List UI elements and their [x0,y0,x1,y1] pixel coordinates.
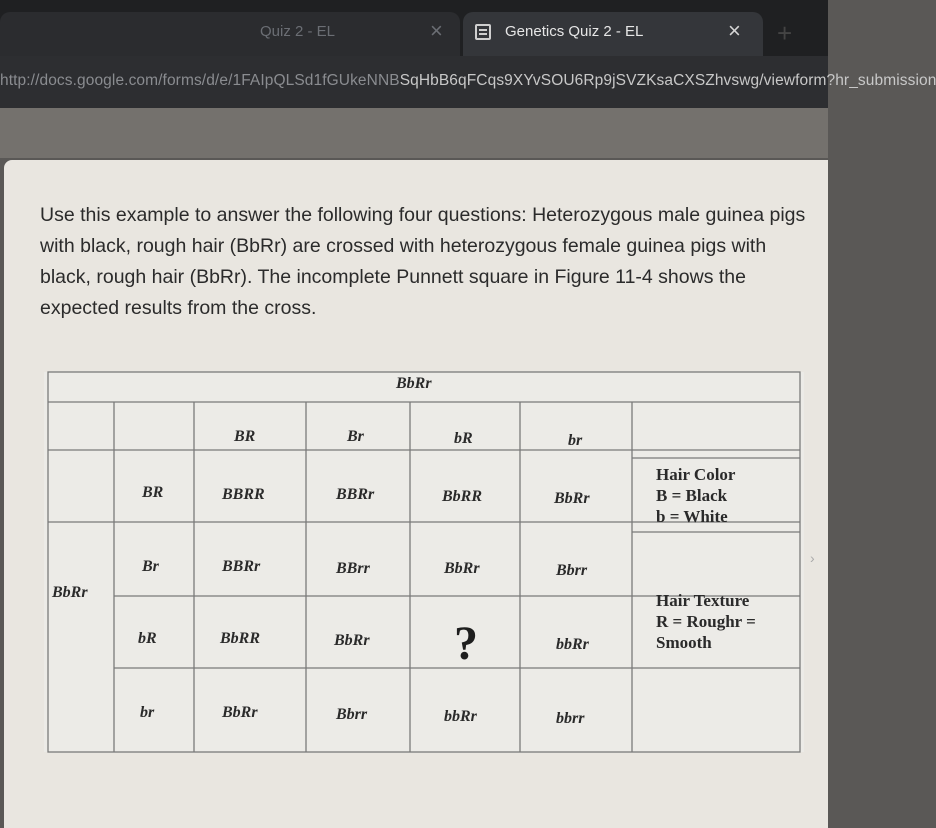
offspring-cell: BbRr [444,560,480,577]
offspring-cell: Bbrr [556,562,588,579]
tab-quiz-title: Quiz 2 - EL [260,23,336,40]
question-text: Use this example to answer the following four questions: Heterozygous male guinea pigs with black, rough hair (BbRr) are crossed with heterozygous female guinea pigs with black, rough hair (BbRr). The incomplete Punnett square in Figure 11-4 shows the expected results from the cross. [40,204,806,319]
browser-tab-strip [0,0,828,56]
hair-texture-title: Hair Texture [656,591,750,610]
column-header: br [568,432,583,449]
hair-texture-line-1: R = Roughr = [656,612,756,631]
offspring-cell: BbRR [220,630,261,647]
offspring-cell: BBRR [222,486,265,503]
question-card [4,160,828,828]
hair-texture-line-2: Smooth [656,633,712,652]
unknown-offspring-cell: ? [454,617,478,670]
offspring-cell: bbRr [444,708,477,725]
hair-texture-legend [656,590,756,653]
offspring-cell: bbrr [556,710,585,727]
address-bar[interactable] [0,56,936,108]
offspring-cell: bbRr [556,636,589,653]
offspring-cell: BBRr [222,558,261,575]
offspring-cell: BbRr [334,632,370,649]
offspring-cell: BbRR [442,488,483,505]
offspring-cell: Bbrr [336,706,368,723]
url-path: SqHbB6qFCqs9XYvSOU6Rp9jSVZKsaCXSZhvswg/viewform?hr_submission [399,72,936,89]
hair-color-title: Hair Color [656,465,736,484]
scroll-arrow-icon: › [810,550,815,566]
close-tab-icon[interactable]: × [430,18,443,43]
column-header: bR [454,430,473,447]
tab-genetics-quiz-title: Genetics Quiz 2 - EL [505,23,644,40]
punnett-square-figure [44,372,804,752]
url-prefix: http://docs.google.com/forms/d/e/1FAIpQLSd1fGUkeNNB [0,72,400,89]
column-header: Br [347,428,364,445]
side-parent-genotype: BbRr [52,584,88,601]
offspring-cell: BBrr [336,560,370,577]
forms-icon [475,24,491,40]
close-tab-icon[interactable]: × [728,18,741,43]
url-text[interactable] [0,72,936,90]
offspring-cell: BbRr [554,490,590,507]
hair-color-line-2: b = White [656,507,728,526]
tab-genetics-quiz[interactable] [463,12,763,56]
offspring-cell: BbRr [222,704,258,721]
row-header: Br [142,558,159,575]
row-header: bR [138,630,157,647]
tab-quiz[interactable] [0,12,460,56]
column-header: BR [234,428,256,445]
hair-color-line-1: B = Black [656,486,728,505]
row-header: BR [142,484,164,501]
hair-color-legend [656,464,735,527]
top-parent-genotype: BbRr [396,375,432,392]
page-header-area [0,108,828,158]
offspring-cell: BBRr [336,486,375,503]
row-header: br [140,704,155,721]
new-tab-icon[interactable]: + [777,18,793,48]
